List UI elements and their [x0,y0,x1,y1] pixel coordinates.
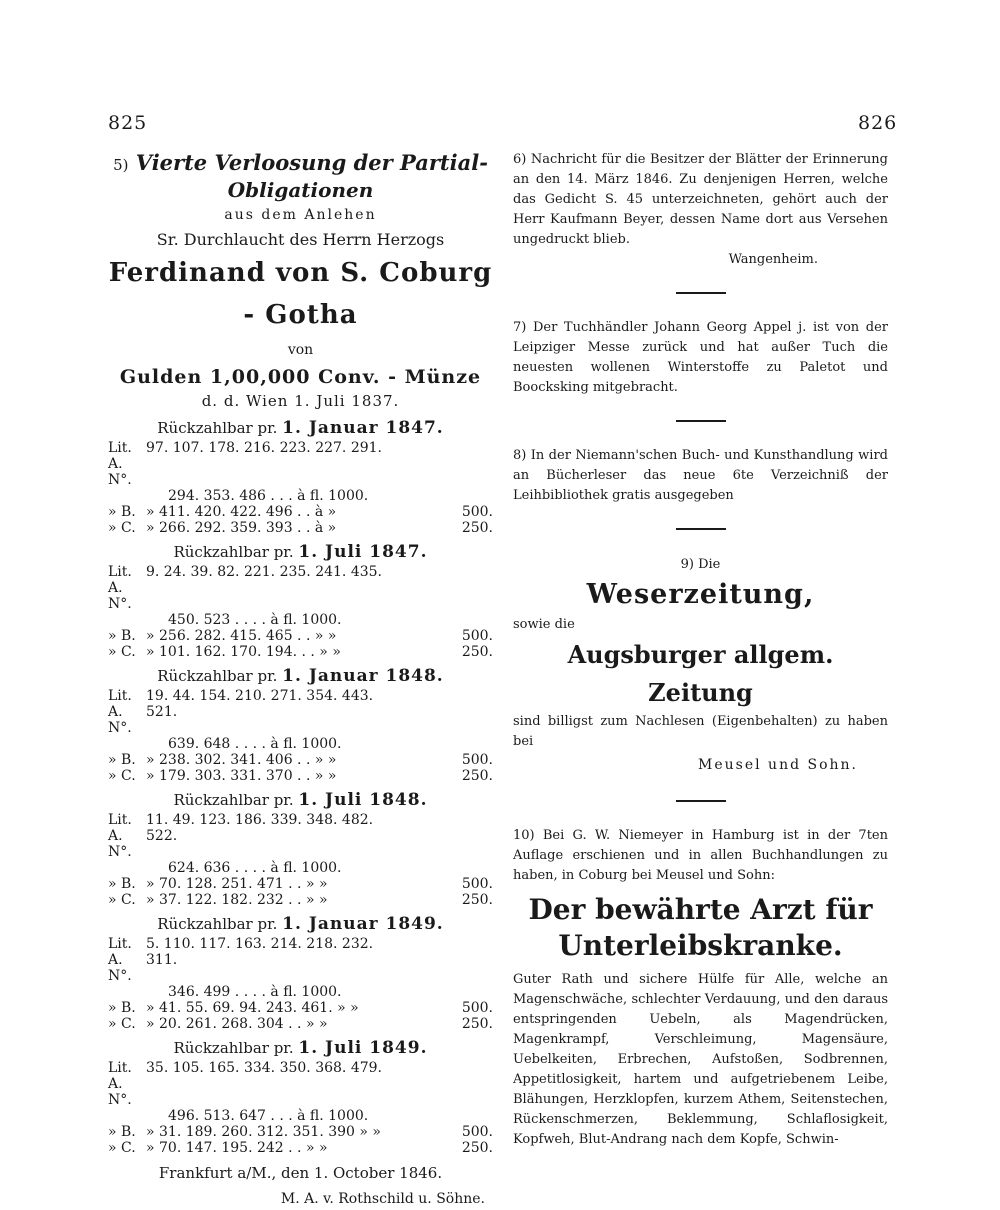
bond-row-amt: 250. [461,892,493,908]
repayment-date: 1. Januar 1847. [282,418,444,438]
bond-row [108,1060,493,1108]
bond-row-nums: » 266. 292. 359. 393 . . à » [146,520,337,536]
title-line2: Obligationen [227,178,374,202]
repayment-heading [108,540,493,564]
von-line: von [287,342,314,358]
bond-row [108,1000,493,1016]
bond-row-lab: » B. [108,1124,136,1140]
bond-row-amt [393,688,493,736]
bond-row-nums: 346. 499 . . . . à fl. 1000. [168,984,342,1000]
bond-row-amt: 250. [461,768,493,784]
bond-row-lab: » B. [108,628,136,644]
bond-row-lab: » B. [108,1000,136,1016]
bond-row [108,892,493,908]
bond-row-nums: » 37. 122. 182. 232 . . » » [146,892,328,908]
bond-row-lab: Lit. A. N°. [108,812,132,860]
bond-row [108,644,493,660]
bond-row [108,628,493,644]
repayment-blocks [108,416,493,1156]
bond-row-nums: » 31. 189. 260. 312. 351. 390 » » [146,1124,381,1140]
repayment-block [108,416,493,536]
bond-row-lab: Lit. A. N°. [108,688,132,736]
repayment-prefix: Rückzahlbar pr. [157,419,278,437]
bond-row-amt [393,440,493,488]
bond-row-nums: 294. 353. 486 . . . à fl. 1000. [168,488,369,504]
repayment-block [108,664,493,784]
bond-row-nums: 450. 523 . . . . à fl. 1000. [168,612,342,628]
repayment-date: 1. Juli 1847. [298,542,428,562]
repayment-prefix: Rückzahlbar pr. [173,543,294,561]
notice-8: 8) In der Niemann'schen Buch- und Kunsthandlung wird an Bücherleser das neue 6te Verzeichniß der Leihbibliothek gratis ausgegeben [513,448,888,503]
bond-row [108,812,493,860]
bond-row-amt: 250. [461,1140,493,1156]
bond-row-nums: 97. 107. 178. 216. 223. 227. 291. [146,440,382,456]
notice-9-intro: 9) Die [680,557,721,572]
gulden-line: Gulden 1,00,000 Conv. - Münze [119,366,482,388]
bond-row-lab: Lit. A. N°. [108,440,132,488]
bond-row-nums: » 238. 302. 341. 406 . . » » [146,752,337,768]
repayment-date: 1. Juli 1848. [298,790,428,810]
bond-row-amt [393,1108,493,1124]
bond-row-lab: » B. [108,752,136,768]
bond-row-amt [393,612,493,628]
bond-row-lab: » C. [108,644,136,660]
bond-row-amt [393,736,493,752]
notice-6-text: 6) Nachricht für die Besitzer der Blätter der Erinnerung an den 14. März 1846. Zu denjenigen Herren, welche das Gedicht S. 45 unterzeichneten, gehört auch der Herr Kaufmann Beyer, dessen Name dort aus Versehen ungedruckt blieb. [513,152,888,247]
bond-row-lab: » B. [108,876,136,892]
bond-row [108,936,493,984]
title-line1: Vierte Verloosung der Partial- [135,150,488,175]
bond-row-nums: » 70. 147. 195. 242 . . » » [146,1140,328,1156]
bond-row-nums: » 179. 303. 331. 370 . . » » [146,768,337,784]
durchlaucht-line: Sr. Durchlaucht des Herrn Herzogs [156,230,445,249]
subtitle: aus dem Anlehen [224,207,377,223]
right-column [513,150,888,1150]
duke-name: Ferdinand von S. Coburg - Gotha [108,258,493,330]
bond-row-nums: » 20. 261. 268. 304 . . » » [146,1016,328,1032]
repayment-block [108,540,493,660]
bond-row-lab: » C. [108,520,136,536]
bond-row-lab: Lit. A. N°. [108,936,132,984]
bond-row-amt: 250. [461,520,493,536]
bond-row-nums: 496. 513. 647 . . . à fl. 1000. [168,1108,369,1124]
bond-row [108,688,493,736]
bond-row [108,612,493,628]
weserzeitung-title: Weserzeitung, [586,579,815,610]
bond-row [108,488,493,504]
bond-row [108,440,493,488]
repayment-heading [108,1036,493,1060]
notice-9-text: sind billigst zum Nachlesen (Eigenbehalten) zu haben bei [513,714,888,749]
notice-7: 7) Der Tuchhändler Johann Georg Appel j. ist von der Leipziger Messe zurück und hat außer Tuch die neuesten wollenen Winterstoffe zu Paletot und Boocksking mitgebracht. [513,320,888,395]
bond-row-lab: » B. [108,504,136,520]
bond-row [108,1108,493,1124]
notice-9-signature: Meusel und Sohn. [698,757,858,773]
bond-row [108,876,493,892]
frankfurt-date: Frankfurt a/M., den 1. October 1846. [158,1164,443,1182]
bond-row-amt: 500. [461,504,493,520]
separator-rule [676,528,726,530]
bond-row-lab [108,1108,168,1124]
bond-row [108,860,493,876]
bond-row-nums: 35. 105. 165. 334. 350. 368. 479. [146,1060,382,1076]
bond-row-amt: 500. [461,876,493,892]
repayment-prefix: Rückzahlbar pr. [157,915,278,933]
bond-row-nums: 19. 44. 154. 210. 271. 354. 443. 521. [146,688,374,720]
page-number-right: 826 [858,112,898,134]
bond-row [108,1016,493,1032]
bond-row-nums: 11. 49. 123. 186. 339. 348. 482. 522. [146,812,374,844]
bond-row-amt: 500. [461,1000,493,1016]
bond-row-nums: 639. 648 . . . . à fl. 1000. [168,736,342,752]
notice-6 [513,150,888,270]
bond-row-amt [393,1060,493,1108]
bond-row-lab [108,984,168,1000]
notice-9-sowie: sowie die [513,617,575,632]
bond-row [108,768,493,784]
bond-row-nums: » 411. 420. 422. 496 . . à » [146,504,337,520]
bond-row-nums: » 101. 162. 170. 194. . . » » [146,644,341,660]
bond-row-amt [393,488,493,504]
bond-row-amt: 500. [461,752,493,768]
bond-row-amt [393,564,493,612]
separator-rule [676,292,726,294]
repayment-heading [108,416,493,440]
separator-rule [676,800,726,802]
bond-row-amt: 250. [461,1016,493,1032]
bond-row [108,504,493,520]
repayment-heading [108,664,493,688]
bond-row-lab [108,736,168,752]
book-title: Der bewährte Arzt für Unterleibskranke. [528,893,873,962]
page-number-left: 825 [108,112,148,134]
repayment-prefix: Rückzahlbar pr. [173,791,294,809]
book-description: Guter Rath und sichere Hülfe für Alle, welche an Magenschwäche, schlechter Verdauung, und den daraus entspringenden Uebeln, als Magendrücken, Magenkrampf, Verschleimung, Magensäure, Uebelkeiten, Erbrechen, Aufstoßen, Sodbrennen, Appetitlosigkeit, hartem und aufgetriebenem Leibe, Blähungen, Herzklopfen, kurzem Athem, Seitenstechen, Rückenschmerzen, Beklemmung, Schlaflosigkeit, Kopfweh, Blut-Andrang nach dem Kopfe, Schwin- [513,972,888,1147]
bond-row-lab [108,860,168,876]
bond-row-amt: 250. [461,644,493,660]
bond-row-lab [108,488,168,504]
repayment-date: 1. Januar 1849. [282,914,444,934]
bond-row-amt [393,984,493,1000]
rothschild-signature: M. A. v. Rothschild u. Söhne. [280,1191,485,1207]
repayment-date: 1. Juli 1849. [298,1038,428,1058]
bond-row [108,564,493,612]
repayment-block [108,912,493,1032]
bond-row-amt [393,812,493,860]
bond-row [108,736,493,752]
bond-row [108,1140,493,1156]
repayment-prefix: Rückzahlbar pr. [173,1039,294,1057]
repayment-prefix: Rückzahlbar pr. [157,667,278,685]
bond-row-nums: 9. 24. 39. 82. 221. 235. 241. 435. [146,564,382,580]
bond-row [108,752,493,768]
bond-row-amt [393,860,493,876]
bond-row-amt: 500. [461,1124,493,1140]
repayment-block [108,1036,493,1156]
notice-number: 5) [113,156,129,174]
bond-row-nums: 624. 636 . . . . à fl. 1000. [168,860,342,876]
bond-row-amt: 500. [461,628,493,644]
bond-row [108,520,493,536]
date-vienna: d. d. Wien 1. Juli 1837. [201,392,400,410]
bond-row-lab: Lit. A. N°. [108,564,132,612]
bond-row-nums: » 70. 128. 251. 471 . . » » [146,876,328,892]
bond-row [108,984,493,1000]
bond-row-nums: » 256. 282. 415. 465 . . » » [146,628,337,644]
notice-6-signature: Wangenheim. [728,252,818,267]
bond-row-lab: » C. [108,1140,136,1156]
separator-rule [676,420,726,422]
left-column [108,150,493,1210]
notice-title [108,150,493,178]
notice-10-text: 10) Bei G. W. Niemeyer in Hamburg ist in der 7ten Auflage erschienen und in allen Buchhandlungen zu haben, in Coburg bei Meusel und Sohn: [513,828,888,883]
bond-row-lab: Lit. A. N°. [108,1060,132,1108]
repayment-date: 1. Januar 1848. [282,666,444,686]
repayment-block [108,788,493,908]
repayment-heading [108,912,493,936]
bond-row-nums: 5. 110. 117. 163. 214. 218. 232. 311. [146,936,374,968]
bond-row [108,1124,493,1140]
bond-row-lab: » C. [108,1016,136,1032]
bond-row-lab: » C. [108,892,136,908]
bond-row-nums: » 41. 55. 69. 94. 243. 461. » » [146,1000,359,1016]
augsburger-title: Augsburger allgem. Zeitung [567,640,834,707]
bond-row-lab [108,612,168,628]
repayment-heading [108,788,493,812]
bond-row-amt [393,936,493,984]
bond-row-lab: » C. [108,768,136,784]
